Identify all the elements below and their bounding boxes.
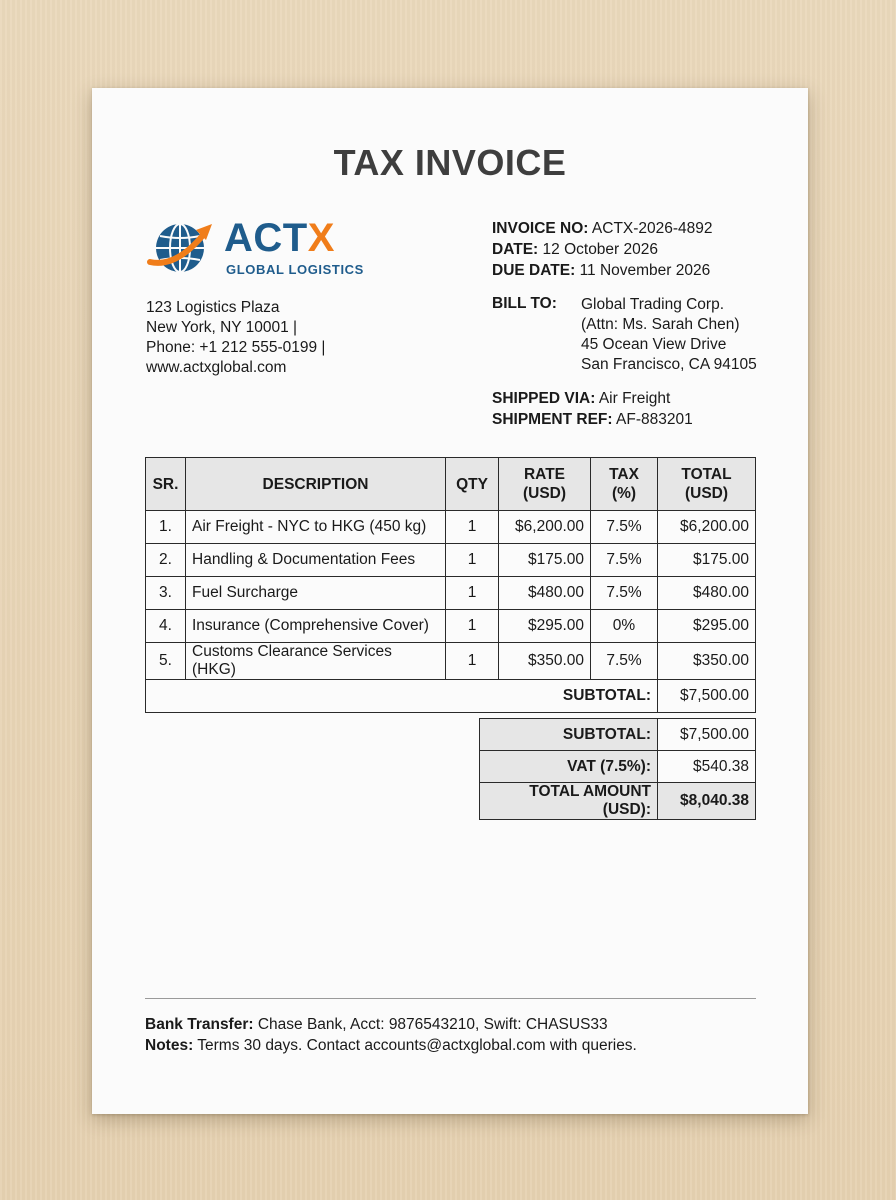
total-amount-row	[480, 783, 756, 820]
bill-to-address	[581, 295, 757, 375]
page-title: TAX INVOICE	[333, 142, 567, 183]
date-label: DATE:	[492, 241, 539, 258]
cell-tax: 7.5%	[591, 544, 658, 577]
cell-tax: 7.5%	[591, 577, 658, 610]
summary-subtotal-value: $7,500.00	[658, 719, 756, 751]
table-row	[146, 610, 756, 643]
shipping-info	[492, 388, 693, 430]
cell-desc: Customs Clearance Services (HKG)	[186, 643, 446, 680]
cell-tax: 0%	[591, 610, 658, 643]
table-row	[146, 511, 756, 544]
vat-label: VAT (7.5%):	[480, 751, 658, 783]
bill-to-line: 45 Ocean View Drive	[581, 336, 727, 353]
header-sr: SR.	[146, 458, 186, 511]
bank-transfer-details: Chase Bank, Acct: 9876543210, Swift: CHASUS33	[257, 1016, 608, 1033]
invoice-no: ACTX-2026-4892	[591, 220, 713, 237]
bill-to-line: Global Trading Corp.	[581, 296, 725, 313]
bill-to-label: BILL TO:	[492, 295, 557, 312]
header-total: TOTAL (USD)	[658, 458, 756, 511]
company-logo	[146, 218, 376, 278]
cell-total: $480.00	[658, 577, 756, 610]
cell-desc: Fuel Surcharge	[186, 577, 446, 610]
cell-desc: Insurance (Comprehensive Cover)	[186, 610, 446, 643]
table-row	[146, 643, 756, 680]
header-tax: TAX (%)	[591, 458, 658, 511]
notes-label: Notes:	[145, 1037, 194, 1054]
company-tagline: GLOBAL LOGISTICS	[226, 262, 364, 277]
company-phone: Phone: +1 212 555-0199 |	[146, 339, 326, 356]
total-amount-label: TOTAL AMOUNT (USD):	[480, 783, 658, 820]
invoice-paper	[92, 88, 808, 1114]
header-qty: QTY	[446, 458, 499, 511]
cell-rate: $350.00	[499, 643, 591, 680]
cell-sr: 4.	[146, 610, 186, 643]
vat-row	[480, 751, 756, 783]
total-amount-value: $8,040.38	[658, 783, 756, 820]
footer	[145, 1014, 637, 1056]
shipment-ref: AF-883201	[616, 411, 693, 428]
cell-sr: 2.	[146, 544, 186, 577]
table-row	[146, 544, 756, 577]
cell-qty: 1	[446, 544, 499, 577]
cell-desc: Handling & Documentation Fees	[186, 544, 446, 577]
summary-subtotal-label: SUBTOTAL:	[480, 719, 658, 751]
shipment-ref-label: SHIPMENT REF:	[492, 411, 613, 428]
subtotal-value: $7,500.00	[658, 680, 756, 713]
cell-tax: 7.5%	[591, 643, 658, 680]
summary-table	[479, 718, 756, 820]
cell-desc: Air Freight - NYC to HKG (450 kg)	[186, 511, 446, 544]
address-line: New York, NY 10001 |	[146, 319, 298, 336]
cell-total: $6,200.00	[658, 511, 756, 544]
address-line: 123 Logistics Plaza	[146, 299, 280, 316]
shipped-via: Air Freight	[598, 390, 671, 407]
vat-value: $540.38	[658, 751, 756, 783]
due-date-label: DUE DATE:	[492, 262, 576, 279]
notes-text: Terms 30 days. Contact accounts@actxglobal.com with queries.	[197, 1037, 637, 1054]
cell-qty: 1	[446, 577, 499, 610]
cell-sr: 5.	[146, 643, 186, 680]
globe-arrow-icon	[146, 218, 218, 278]
cell-sr: 1.	[146, 511, 186, 544]
footer-divider	[145, 998, 756, 999]
table-header-row	[146, 458, 756, 511]
header-description: DESCRIPTION	[186, 458, 446, 511]
company-website: www.actxglobal.com	[146, 359, 287, 376]
cell-total: $175.00	[658, 544, 756, 577]
invoice-meta	[492, 218, 713, 281]
cell-tax: 7.5%	[591, 511, 658, 544]
subtotal-row	[146, 680, 756, 713]
header-rate: RATE (USD)	[499, 458, 591, 511]
summary-subtotal-row	[480, 719, 756, 751]
subtotal-label: SUBTOTAL:	[146, 680, 658, 713]
cell-total: $295.00	[658, 610, 756, 643]
due-date: 11 November 2026	[579, 262, 711, 279]
cell-qty: 1	[446, 511, 499, 544]
table-row	[146, 577, 756, 610]
cell-qty: 1	[446, 610, 499, 643]
bill-to-line: (Attn: Ms. Sarah Chen)	[581, 316, 740, 333]
invoice-no-label: INVOICE NO:	[492, 220, 589, 237]
cell-rate: $295.00	[499, 610, 591, 643]
bank-transfer-label: Bank Transfer:	[145, 1016, 254, 1033]
cell-rate: $480.00	[499, 577, 591, 610]
cell-qty: 1	[446, 643, 499, 680]
cell-sr: 3.	[146, 577, 186, 610]
shipped-via-label: SHIPPED VIA:	[492, 390, 596, 407]
invoice-date: 12 October 2026	[542, 241, 659, 258]
company-name: ACTX	[224, 216, 335, 260]
bill-to-line: San Francisco, CA 94105	[581, 356, 757, 373]
cell-rate: $6,200.00	[499, 511, 591, 544]
cell-rate: $175.00	[499, 544, 591, 577]
cell-total: $350.00	[658, 643, 756, 680]
line-items-table	[145, 457, 756, 713]
company-address	[146, 298, 325, 378]
